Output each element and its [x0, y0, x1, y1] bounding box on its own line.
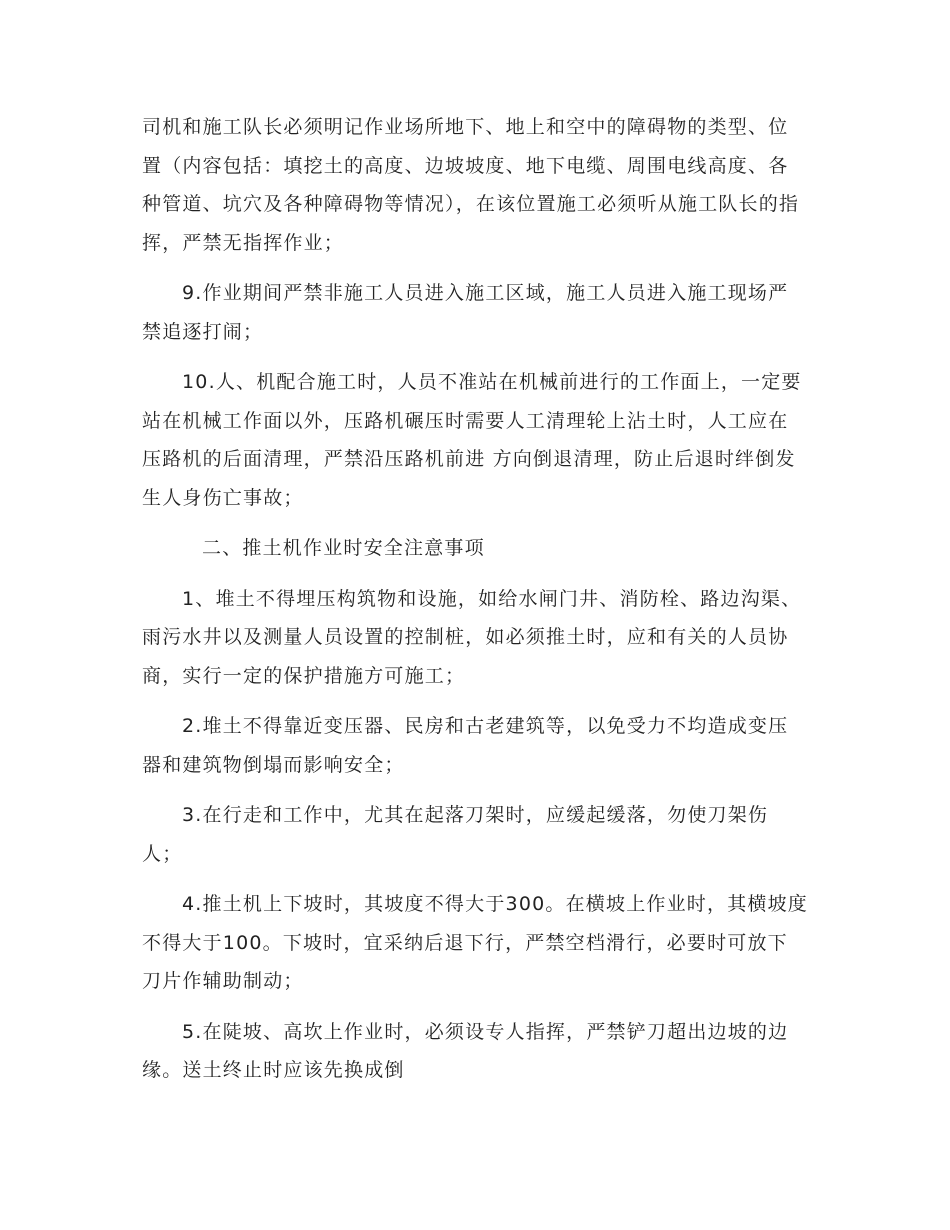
paragraph-item-9: 9.作业期间严禁非施工人员进入施工区域，施工人员进入施工现场严禁追逐打闹；	[142, 282, 789, 343]
paragraph-bulldozer-5: 5.在陡坡、高坎上作业时，必须设专人指挥，严禁铲刀超出边坡的边缘。送土终止时应该先换成倒	[142, 1020, 789, 1081]
paragraph-bulldozer-2: 2.堆土不得靠近变压器、民房和古老建筑等，以免受力不均造成变压器和建筑物倒塌而影响安全；	[142, 715, 789, 776]
paragraph-bulldozer-1: 1、堆土不得埋压构筑物和设施，如给水闸门井、消防栓、路边沟渠、雨污水井以及测量人员设置的控制桩，如必须推土时，应和有关的人员协商，实行一定的保护措施方可施工；	[142, 587, 802, 687]
paragraph-bulldozer-4: 4.推土机上下坡时，其坡度不得大于300。在横坡上作业时，其横坡度不得大于100。下坡时，宜采纳后退下行，严禁空档滑行，必要时可放下刀片作辅助制动；	[142, 893, 808, 992]
paragraph-item-10: 10.人、机配合施工时，人员不准站在机械前进行的工作面上，一定要站在机械工作面以外，压路机碾压时需要人工清理轮上沾土时，人工应在压路机的后面清理，严禁沿压路机前进 方向倒退清理，防止后退时绊倒发生人身伤亡事故；	[142, 371, 802, 509]
paragraph-bulldozer-3: 3.在行走和工作中，尤其在起落刀架时，应缓起缓落，勿使刀架伤人；	[142, 804, 769, 865]
document-body	[142, 108, 808, 1102]
paragraph-continued: 司机和施工队长必须明记作业场所地下、地上和空中的障碍物的类型、位置（内容包括：填挖土的高度、边坡坡度、地下电缆、周围电线高度、各种管道、坑穴及各种障碍物等情况），在该位置施工必须听从施工队长的指挥，严禁无指挥作业；	[142, 116, 800, 254]
section-heading-bulldozer: 二、推土机作业时安全注意事项	[202, 537, 485, 559]
